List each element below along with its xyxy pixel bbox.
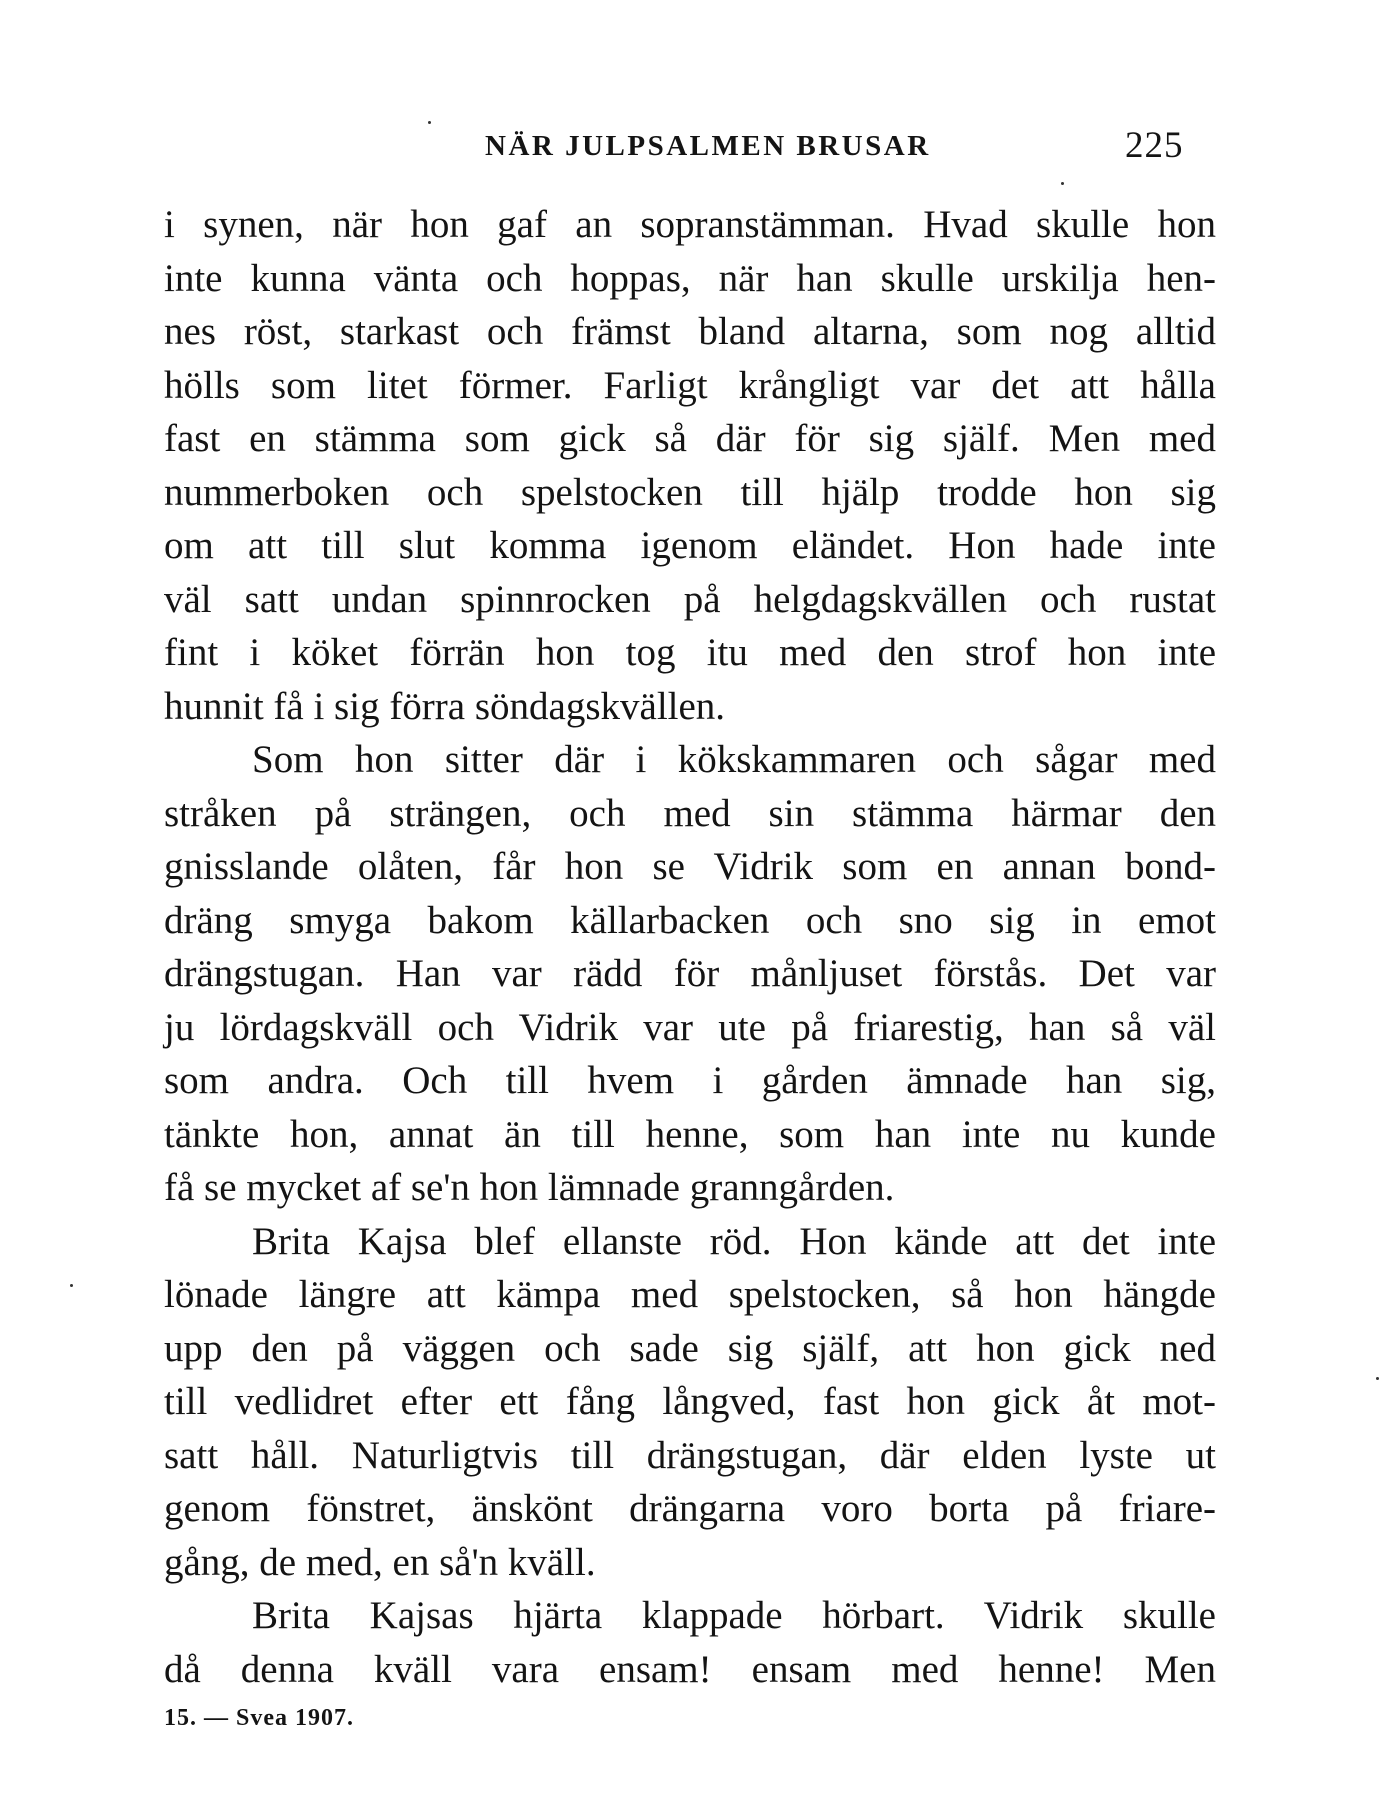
text-line: Brita Kajsa blef ellanste röd. Hon kände att det inte xyxy=(252,1219,1216,1263)
text-line: inte kunna vänta och hoppas, när han skulle urskilja hen- xyxy=(164,256,1216,300)
text-line: ju lördagskväll och Vidrik var ute på friarestig, han så väl xyxy=(164,1005,1216,1049)
text-line: Som hon sitter där i kökskammaren och sågar med xyxy=(252,738,1216,781)
text-line: i synen, när hon gaf an sopranstämman. Hvad skulle hon xyxy=(164,203,1216,246)
text-line: drängstugan. Han var rädd för månljuset förstås. Det var xyxy=(164,952,1216,995)
text-line: då denna kväll vara ensam! ensam med henne! Men xyxy=(164,1647,1216,1691)
print-speck xyxy=(428,121,431,124)
text-line: dräng smyga bakom källarbacken och sno sig in emot xyxy=(164,898,1216,942)
text-line: som andra. Och till hvem i gården ämnade han sig, xyxy=(164,1059,1216,1102)
text-line: hölls som litet förmer. Farligt krångligt var det att hålla xyxy=(164,363,1216,407)
text-line: upp den på väggen och sade sig själf, att hon gick ned xyxy=(164,1326,1216,1370)
text-line: genom fönstret, änskönt drängarna voro borta på friare- xyxy=(164,1487,1216,1530)
text-line: lönade längre att kämpa med spelstocken, så hon hängde xyxy=(164,1273,1216,1316)
text-line: tänkte hon, annat än till henne, som han inte nu kunde xyxy=(164,1112,1216,1156)
print-speck xyxy=(1376,1377,1379,1380)
running-title: NÄR JULPSALMEN BRUSAR xyxy=(485,130,931,162)
text-line: få se mycket af se'n hon lämnade granngården. xyxy=(164,1166,895,1209)
text-line: fast en stämma som gick så där för sig själf. Men med xyxy=(164,417,1216,460)
text-line: nummerboken och spelstocken till hjälp trodde hon sig xyxy=(164,470,1216,514)
text-line: nes röst, starkast och främst bland altarna, som nog alltid xyxy=(164,310,1216,353)
print-speck xyxy=(70,1284,73,1287)
print-speck xyxy=(1061,182,1064,185)
text-line: gnisslande olåten, får hon se Vidrik som en annan bond- xyxy=(164,845,1216,888)
body-text xyxy=(164,198,1216,1696)
footer-signature: 15. — Svea 1907. xyxy=(164,1705,354,1731)
text-line: hunnit få i sig förra söndagskvällen. xyxy=(164,684,726,728)
text-line: gång, de med, en så'n kväll. xyxy=(164,1540,596,1584)
text-line: stråken på strängen, och med sin stämma härmar den xyxy=(164,791,1216,835)
text-line: satt håll. Naturligtvis till drängstugan, där elden lyste ut xyxy=(164,1433,1216,1477)
text-line: till vedlidret efter ett fång långved, fast hon gick åt mot- xyxy=(164,1380,1216,1423)
text-line: Brita Kajsas hjärta klappade hörbart. Vidrik skulle xyxy=(252,1594,1216,1637)
text-line: fint i köket förrän hon tog itu med den strof hon inte xyxy=(164,631,1216,674)
text-line: väl satt undan spinnrocken på helgdagskvällen och rustat xyxy=(164,577,1216,621)
page-number: 225 xyxy=(1125,125,1184,166)
text-line: om att till slut komma igenom eländet. Hon hade inte xyxy=(164,524,1216,567)
